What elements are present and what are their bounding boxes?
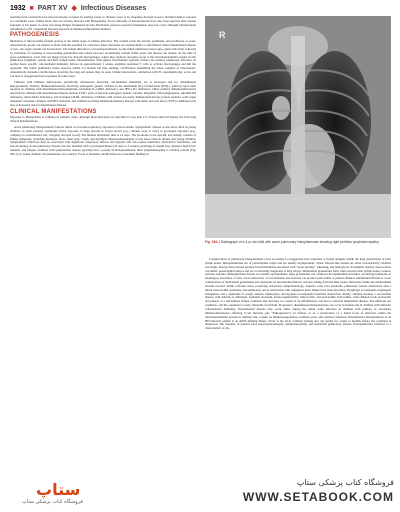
- part-label: PART XV: [37, 5, 68, 12]
- radiograph-image: [205, 16, 391, 238]
- heading-pathogenesis: PATHOGENESIS: [10, 32, 60, 39]
- radiograph-marker: R: [219, 30, 226, 40]
- left-column: [10, 16, 196, 159]
- header-separator-2: ◆: [71, 5, 77, 12]
- paragraph: Acute pulmonary histoplasmosis follows initial or recurrent respiratory exposure to microconidia. Symptomatic disease occurs more often in young children; in older patients, symptoms follow exposure to large inocula in closed spaces (e.g., chicken coop or cave) or prolonged exposure (e.g., camping on contaminated soil, chopping decayed wood). The median incubation time is 14 days. The prodrome is not specific and usually consists of flulike symptoms, including headache, fever, chest pain, cough, and myalgias. Hepatosplenomegaly occurs more often in infants and young children. Symptomatic infections may be associated with significant respiratory distress and hypoxia and can require intubation, mechanical ventilation, and steroid therapy. Acute pulmonary disease can also manifest with a prolonged illness (10 days to 3 weeks) consisting of weight loss, dyspnea, high fever, asthenia, and fatigue. Children with symptomatic disease typically have a patchy bronchopneumonia; hilar lymphadenopathy is variably present (Fig. 284.1). In young children, the pneumonia can coalesce. Focal or buckshot calcifications are coincident findings in: [10, 125, 196, 156]
- heading-clinical: CLINICAL MANIFESTATIONS: [10, 108, 97, 115]
- header-separator: ■: [29, 5, 34, 12]
- page-number: 1932: [10, 5, 26, 12]
- paragraph: Children with immune deficiencies, specifically deficiencies involving cell-mediated immunity, are at increased risk for disseminated histoplasmosis. Primary immunodeficiencies involving pathogenic genetic variants in the interleukin (IL)-12/interferon (IFN)-γ pathway have been reported in children with disseminated histoplasmosis, including IL-12Rβ1 deficiency and IFN-γ R1 deficiency. Other primary immunodeficiencies described in children with disseminated disease include STAT1 gain-of-function pathogenic genetic variants, idiopathic CD4 lymphopenia, AR-DOCK8 deficiency, AD-GATA2 deficiency, and X-linked CD40L deficiency. Children with certain secondary immunodeficiencies (cancer patients, solid organ transplant recipients, children with HIV infection, and children receiving immunomodulatory therapy with tumor necrosis factor [TNF]-α inhibitors) are also at increased risk for disseminated disease.: [10, 79, 196, 107]
- paragraph: resulting from construction in areas previously occupied by starling roosts or chicken coops or by chopping decayed wood or burning bamboo exposed to a blackbird roost. Unlike birds, bats are actively infected with Histoplasma. Focal outbreaks of histoplasmosis have also been reported after intense exposure to bat guano in caves and along bridges frequented by bats. Horizontal person-to-person transmission does not occur, although transplacental transmission of H. capsulatum has been reported in immunocompromised mothers.: [10, 15, 196, 31]
- paragraph: Inhalation of microconidia (fungal spores) is the initial stage of human infection. The conidia reach the alveoli, germinate, and proliferate as yeast. Alternatively, spores can remain as mold with the potential for activation. Most infections are asymptomatic or self-limited. When disseminated disease occurs, any organ system can be involved. The fungal infection is a bronchopneumonia. As the initial pulmonary lesion ages, giant cells form, followed by formation of caseating or noncaseating granulomas and central necrosis. Granulomas contain viable yeast, and disease can relapse. At the time of spore germination, yeast cells are phagocytosed by alveolar macrophages, where they replicate and gain access to the reticuloendothelial system via the pulmonary lymphatic system and hilar lymph nodes. Dissemination with splenic involvement typically follows the primary pulmonary infection. In normal hosts, specific cell-mediated immunity follows in approximately 2 weeks, enabling sensitized T cells to activate macrophages and kill the organism. The initial pulmonary lesion resolves within 2-4 months but may undergo calcification resembling the Ghon complex of tuberculosis. Alternatively, buckshot calcifications involving the lung and spleen may be seen. Unlike tuberculosis, reinfection with H. capsulatum may occur and can lead to exaggerated host responses in some cases.: [10, 39, 196, 78]
- watermark-persian-text: فروشگاه کتاب پزشکی ستاپ: [296, 478, 394, 487]
- paragraph: Complications of pulmonary histoplasmosis occur secondary to exaggerated host responses to fungal antigens within the lung parenchyma or hilar lymph nodes. Histoplasmomas are of parenchymal origin and are usually asymptomatic. These fibrosis-like lesions are often concentrically calcified and single. Rarely, these lesions produce bronchiolithiasis associated with "stone spitting," wheezing, and hemoptysis. In endemic regions, these lesions can mimic parenchymal tumors and are occasionally diagnosed at lung biopsy. Mediastinal granulomas form when reactive hilar lymph nodes coalesce and mat together. Although these lesions are usually asymptomatic, huge granulomas can compress the mediastinal structures, producing symptoms of esophageal, bronchial, or vena caval obstruction. Local extension and necrosis can produce pericarditis or pleural effusion. Mediastinal fibrosis is a rare complication of mediastinal granulomas and represents an uncontrolled fibrotic reaction arising from the hilar nodes. Structures within the mediastinum become encased within a fibrotic mass, producing obstructive symptomatology. Superior vena cava syndrome, pulmonary venous obstruction with a mitral stenosis-like syndrome, and pulmonary artery obstruction with congestive heart failure have been described. Dysphagia accompanies esophageal entrapment, and a syndrome of cough, wheeze, hemoptysis, and dyspnea accompanies bronchial obstruction. Rarely, children develop a sarcoid-like disease with arthritis or arthralgia, erythema nodosum, keratoconjunctivitis, iridocyclitis, and pericarditis. Pericarditis, with effusions both pericardial and pleural, is a self-limited benign condition that develops as a result of an inflammatory reaction to adjacent mediastinal disease. The effusions are exudative, and the organism is rarely culturable from fluid. Progressive disseminated histoplasmosis can occur in infants and in children with deficient cell-mediated immunity. Disseminated disease may occur either during the initial acute infection in children with primary or secondary immunodeficiencies affecting T-cell function (see "Pathogenesis"), in infants, or as a reactivation of a latent focus of infection within the reticuloendothelial system in children who acquire an immunosuppressive condition years after primary infection. Disseminated histoplasmosis in an HIV-infected patient is an AIDS-defining illness. Fever is the most common finding and can persist for weeks to months before the condition is diagnosed. The majority of patients have hepatosplenomegaly, lymphadenopathy, and interstitial pulmonary disease. Extrapulmonary infection is a characteristic of dis-: [205, 257, 391, 331]
- right-column: [205, 258, 391, 333]
- page-header: [10, 4, 390, 14]
- figure-caption: [205, 240, 391, 244]
- paragraph: Exposure to Histoplasma is common in endemic areas, although most infections are subclinical. Less than 1% of those infected display the following clinical manifestations.: [10, 115, 196, 124]
- figure-label: Fig. 284.1: [205, 240, 221, 244]
- logo-subtitle: فروشگاه کتاب پزشکی ستاپ: [22, 499, 83, 505]
- chest-radiograph: [205, 16, 391, 238]
- figure-caption-text: Radiograph of a 3-yr-old child with acute pulmonary histoplasmosis showing right perihilar lymphadenopathy.: [220, 240, 380, 244]
- watermark-url: WWW.SETABOOK.COM: [242, 490, 394, 504]
- setabook-logo: [16, 480, 94, 508]
- section-label: Infectious Diseases: [80, 5, 147, 12]
- logo-text: ستاپ: [36, 480, 81, 499]
- watermark: [14, 478, 394, 508]
